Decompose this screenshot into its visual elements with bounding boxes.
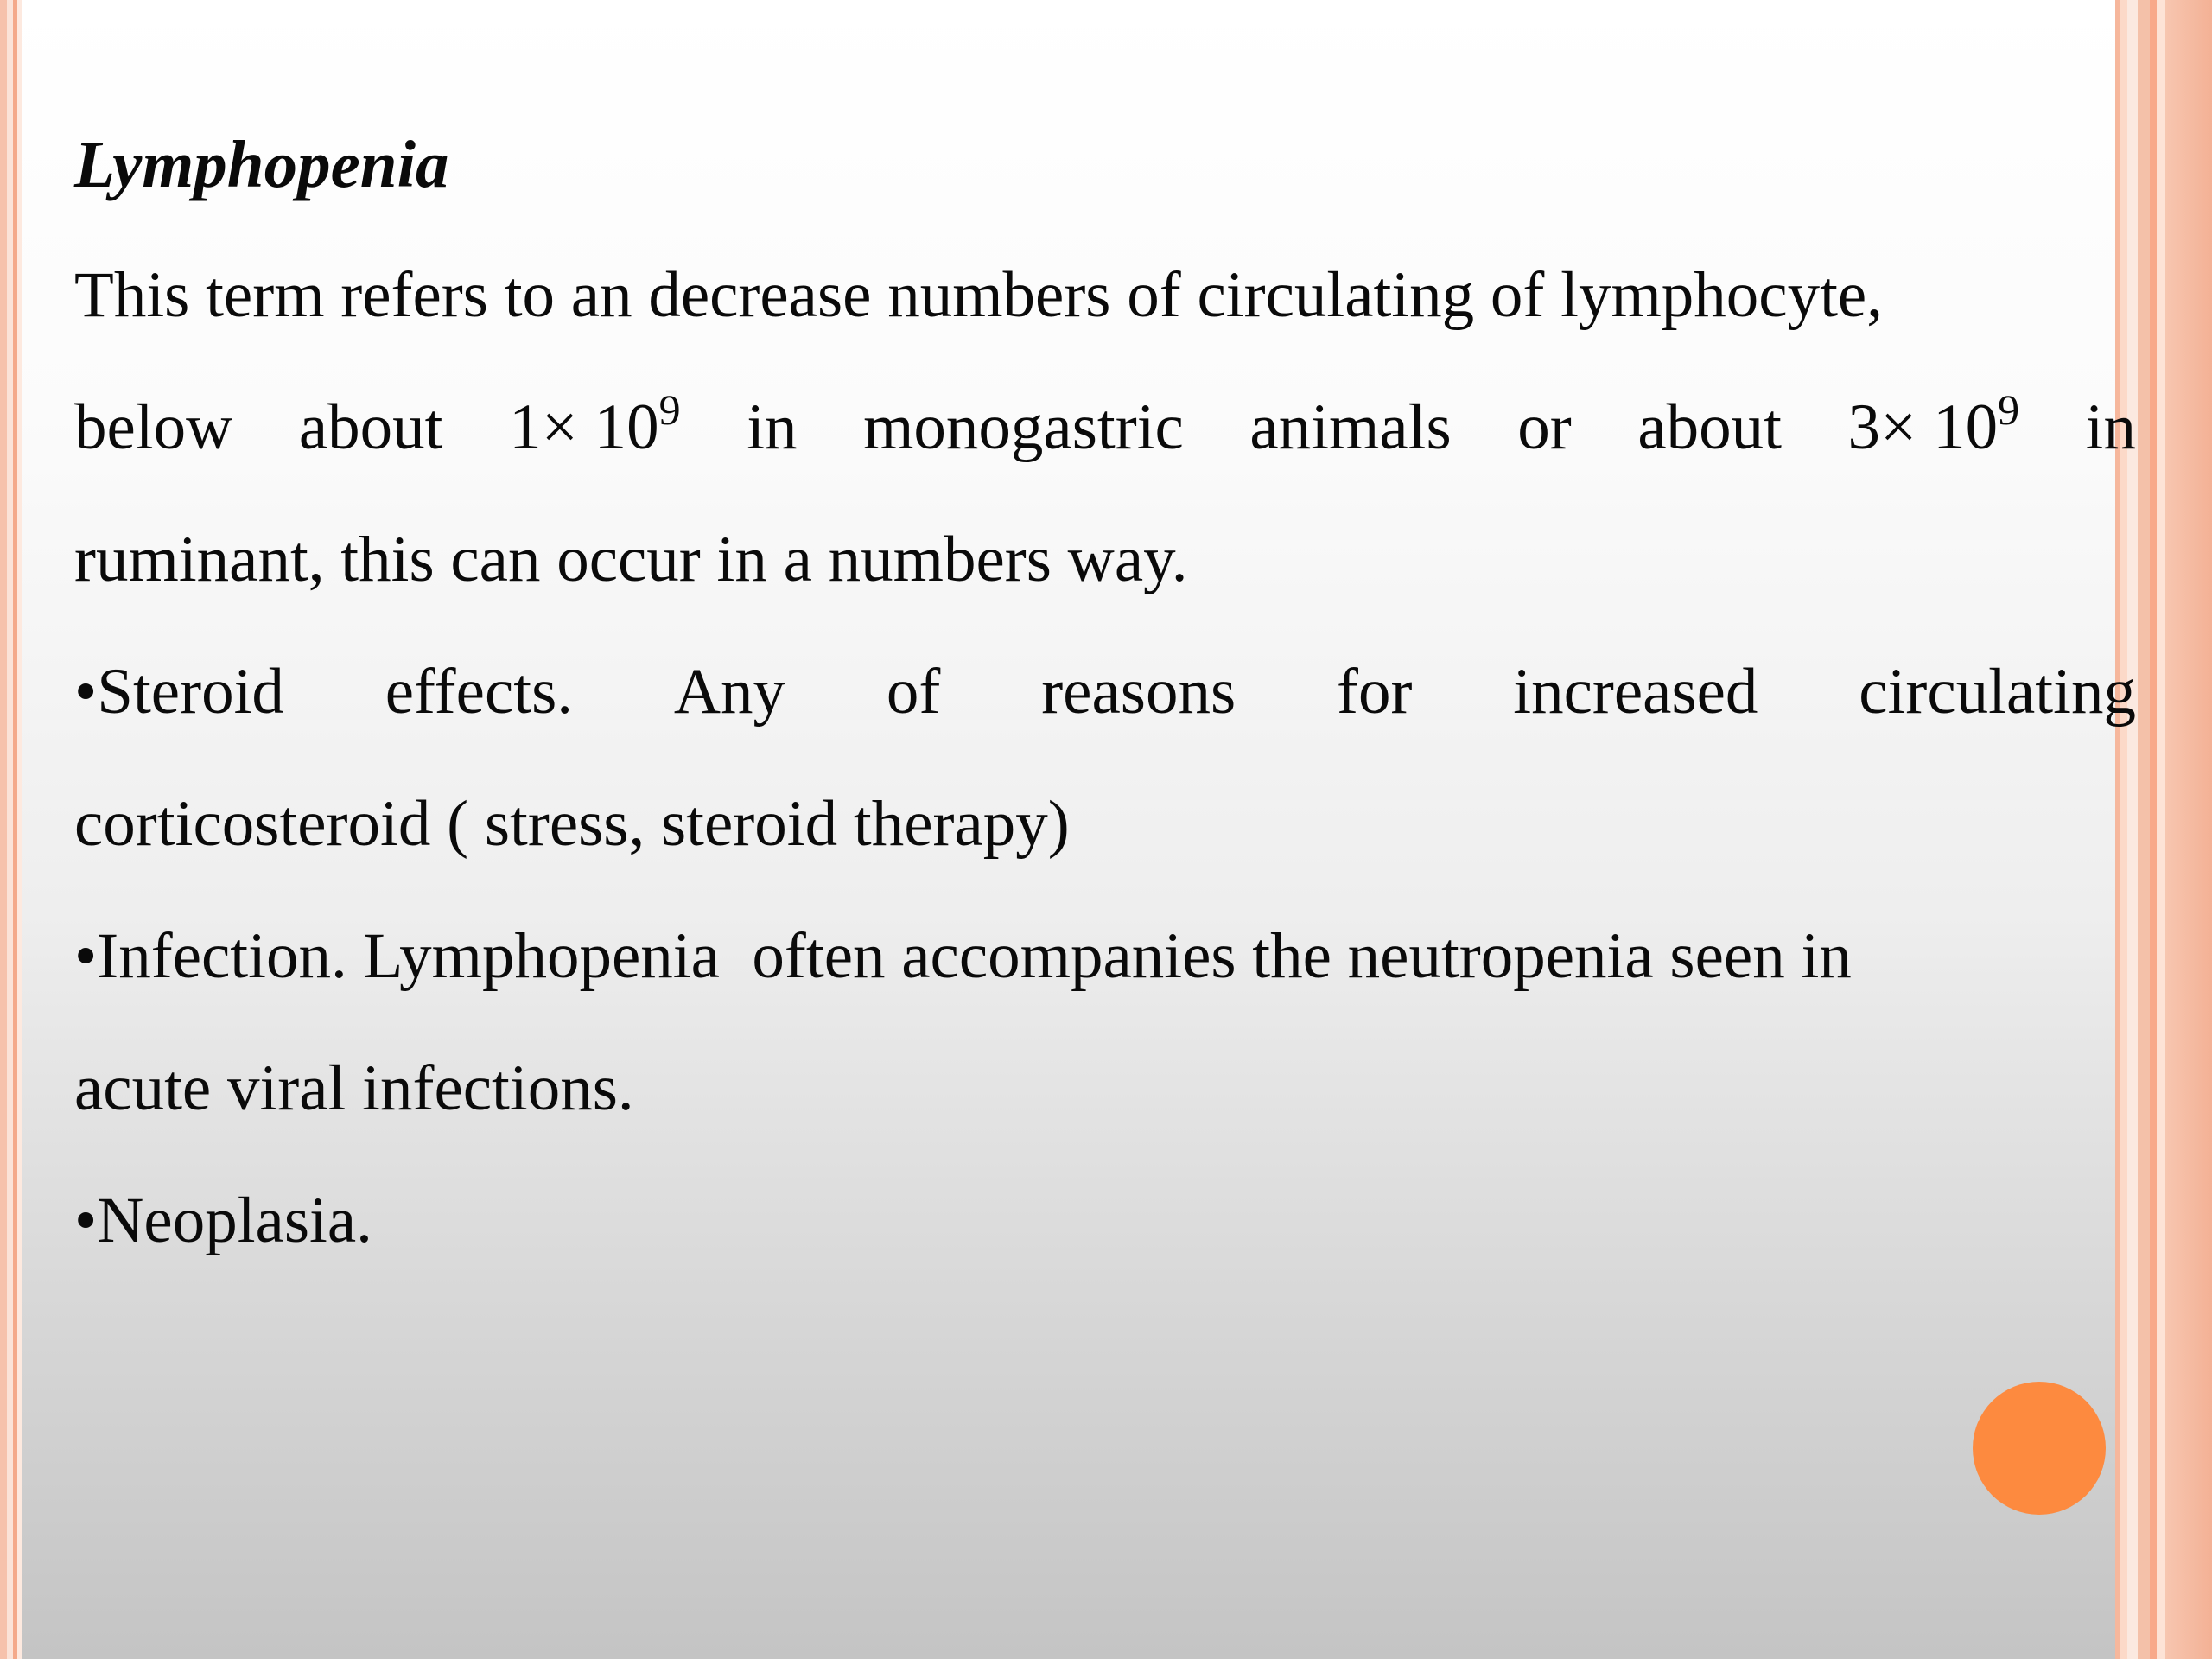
slide-heading: Lymphopenia	[74, 127, 449, 201]
word: increased	[1513, 656, 1758, 728]
right-border-stripe	[2165, 0, 2212, 1659]
word: in	[747, 391, 798, 463]
bullet-infection-cont: acute viral infections.	[74, 1052, 634, 1124]
word: reasons	[1041, 656, 1236, 728]
word: in	[2085, 391, 2136, 463]
word: monogastric	[863, 391, 1184, 463]
word: about	[1637, 391, 1782, 463]
word: about	[298, 391, 443, 463]
left-border-stripe	[0, 0, 7, 1659]
bullet-infection: •Infection. Lymphopenia often accompanies the neutropenia seen in	[74, 920, 1852, 992]
paragraph-line-3: ruminant, this can occur in a numbers way.	[74, 524, 1188, 595]
bullet-steroid	[74, 649, 2136, 781]
right-border-stripe	[2157, 0, 2165, 1659]
exponent: 9	[658, 385, 681, 434]
accent-circle	[1973, 1382, 2106, 1515]
word: animals	[1249, 391, 1452, 463]
word: effects.	[385, 656, 574, 728]
exponent: 9	[1998, 385, 2020, 434]
bullet-neoplasia: •Neoplasia.	[74, 1185, 372, 1256]
word: Any	[673, 656, 786, 728]
lymphocyte-count-ruminant: $3\times 10^9$	[1847, 385, 2020, 463]
paragraph-line-1: This term refers to an decrease numbers of circulating of lymphocyte,	[74, 259, 1883, 331]
word: below	[74, 391, 233, 463]
word: for	[1336, 656, 1413, 728]
bullet-steroid-cont: corticosteroid ( stress, steroid therapy)	[74, 788, 1070, 860]
right-border-stripe	[2150, 0, 2157, 1659]
word: •Steroid	[74, 656, 284, 728]
word: or	[1517, 391, 1572, 463]
paragraph-line-2	[74, 385, 2136, 517]
lymphocyte-count-monogastric: $1\times 10^9$	[509, 385, 681, 463]
left-border-stripe	[17, 0, 22, 1659]
word: circulating	[1859, 656, 2136, 728]
left-border-stripe	[7, 0, 13, 1659]
right-border-stripe	[2138, 0, 2150, 1659]
slide-content	[74, 121, 2136, 1310]
word: of	[886, 656, 941, 728]
